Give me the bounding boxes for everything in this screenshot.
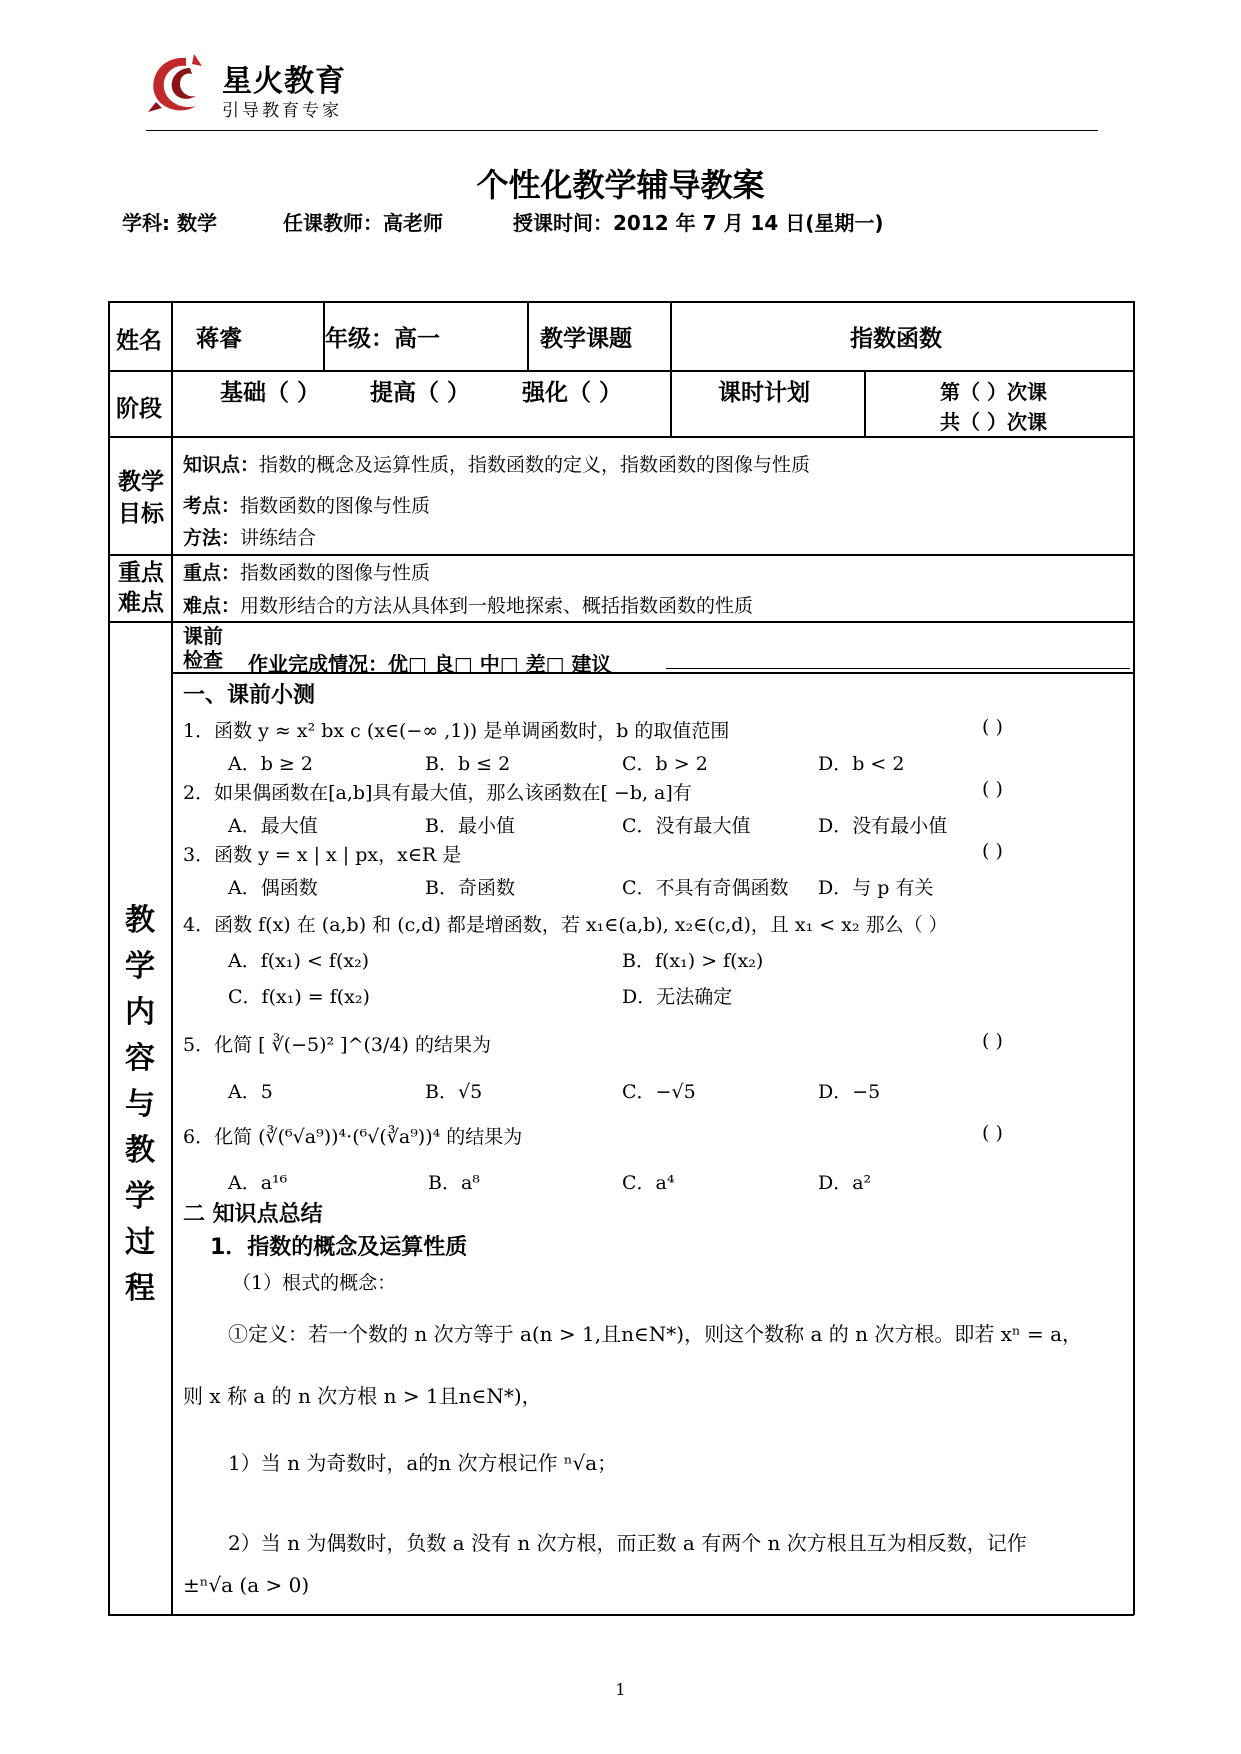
- table-rule: [864, 371, 866, 437]
- q3-option-c: C．不具有奇偶函数: [622, 877, 789, 899]
- table-border: [1133, 301, 1135, 1615]
- page-number: 1: [615, 1680, 626, 1699]
- q2-option-a: A．最大值: [228, 815, 318, 837]
- q5-option-c: C．−√5: [622, 1081, 696, 1103]
- q4-option-b: B．f(x₁) > f(x₂): [622, 950, 764, 972]
- q5-option-d: D．−5: [818, 1081, 881, 1103]
- q4-option-c: C．f(x₁) = f(x₂): [228, 986, 370, 1008]
- q1-option-c: C．b > 2: [622, 753, 708, 775]
- document-title: 个性化教学辅导教案: [476, 166, 765, 204]
- goal-method: [183, 523, 316, 550]
- stage-improve: 提高（ ）: [370, 380, 471, 406]
- keypoint-label: 重点难点: [118, 560, 164, 616]
- goal-knowledge: [183, 450, 810, 477]
- q2-option-d: D．没有最小值: [818, 815, 948, 837]
- subsection-heading: 1．指数的概念及运算性质: [210, 1235, 468, 1260]
- definition-line-2: 则 x 称 a 的 n 次方根 n > 1且n∈N*)，: [183, 1384, 542, 1408]
- q3-answer-paren: ( ): [982, 840, 1003, 862]
- q1-answer-paren: ( ): [982, 716, 1003, 738]
- goal-key: 知识点：: [183, 454, 260, 476]
- process-char: 容: [125, 1041, 155, 1076]
- q6-stem: 6．化简 (∛(⁶√a⁹))⁴·(⁶√(∛a⁹))⁴ 的结果为: [183, 1126, 523, 1148]
- goal-text: 指数的概念及运算性质，指数函数的定义，指数函数的图像与性质: [259, 454, 811, 476]
- goal-key: 方法：: [183, 527, 241, 549]
- process-char: 教: [125, 1133, 155, 1168]
- precheck-label: 课前检查: [183, 624, 223, 672]
- brand-logo: [146, 52, 376, 122]
- student-name: 蒋睿: [196, 326, 242, 352]
- process-char: 学: [125, 1179, 155, 1214]
- process-label: [120, 895, 160, 1309]
- name-label: 姓名: [116, 328, 162, 354]
- logo-slogan: 引导教育专家: [222, 101, 342, 121]
- even-root-rule: 2）当 n 为偶数时，负数 a 没有 n 次方根，而正数 a 有两个 n 次方根且互为相反数，记作: [228, 1531, 1027, 1555]
- q6-option-c: C．a⁴: [622, 1172, 675, 1194]
- goal-text: 讲练结合: [240, 527, 317, 549]
- q2-answer-paren: ( ): [982, 778, 1003, 800]
- key-text: 用数形结合的方法从具体到一般地探索、概括指数函数的性质: [240, 595, 754, 617]
- process-char: 程: [125, 1271, 155, 1306]
- table-rule: [171, 301, 173, 1615]
- meta-teacher: 任课教师：高老师: [283, 211, 443, 235]
- process-char: 教: [125, 903, 155, 938]
- grade-field: 年级：高一: [325, 326, 440, 352]
- q3-option-b: B．奇函数: [425, 877, 515, 899]
- q5-option-b: B．√5: [425, 1081, 483, 1103]
- header-divider: [146, 130, 1098, 131]
- q3-option-a: A．偶函数: [228, 877, 318, 899]
- q1-option-a: A．b ≥ 2: [228, 753, 313, 775]
- keypoint-difficulty: [183, 591, 753, 618]
- table-rule: [108, 621, 1134, 623]
- key-key: 难点：: [183, 595, 241, 617]
- meta-time: 授课时间：2012 年 7 月 14 日(星期一): [513, 211, 884, 235]
- process-char: 与: [125, 1087, 155, 1122]
- q4-option-d: D．无法确定: [622, 986, 733, 1008]
- q6-answer-paren: ( ): [982, 1122, 1003, 1144]
- section-summary-heading: 二 知识点总结: [183, 1202, 323, 1227]
- stage-label: 阶段: [116, 396, 162, 422]
- q3-option-d: D．与 p 有关: [818, 877, 934, 899]
- q2-stem: 2．如果偶函数在[a,b]具有最大值，那么该函数在[ −b, a]有: [183, 782, 692, 804]
- key-key: 重点：: [183, 562, 241, 584]
- goal-key: 考点：: [183, 495, 241, 517]
- lesson-number: 第（ ）次课: [940, 380, 1047, 404]
- q3-stem: 3．函数 y = x | x | px，x∈R 是: [183, 844, 462, 866]
- topic-label: 教学课题: [540, 326, 632, 352]
- definition-line-1: ①定义：若一个数的 n 次方等于 a(n > 1,且n∈N*)，则这个数称 a 的 n 次方根。即若 xⁿ = a，: [228, 1322, 1083, 1346]
- table-rule: [670, 301, 672, 437]
- table-rule: [108, 554, 1134, 556]
- q1-option-b: B．b ≤ 2: [425, 753, 511, 775]
- table-rule: [527, 301, 529, 371]
- process-char: 学: [125, 949, 155, 984]
- stage-strengthen: 强化（ ）: [522, 380, 623, 406]
- table-rule: [108, 436, 1134, 438]
- section-quiz-heading: 一、课前小测: [183, 683, 316, 708]
- keypoint-main: [183, 558, 430, 585]
- subsubsection-heading: （1）根式的概念：: [232, 1272, 397, 1294]
- goal-exam: [183, 491, 430, 518]
- goal-text: 指数函数的图像与性质: [240, 495, 431, 517]
- goal-label: 教学目标: [118, 469, 164, 527]
- q1-option-d: D．b < 2: [818, 753, 905, 775]
- lesson-total: 共（ ）次课: [940, 410, 1047, 434]
- q4-option-a: A．f(x₁) < f(x₂): [228, 950, 370, 972]
- q4-stem: 4．函数 f(x) 在 (a,b) 和 (c,d) 都是增函数，若 x₁∈(a,b), x₂∈(c,d)，且 x₁ < x₂ 那么（ ）: [183, 914, 948, 936]
- process-char: 内: [125, 995, 155, 1030]
- plan-label: 课时计划: [718, 380, 810, 406]
- q6-option-d: D．a²: [818, 1172, 872, 1194]
- topic-value: 指数函数: [850, 326, 942, 352]
- q2-option-c: C．没有最大值: [622, 815, 751, 837]
- q5-option-a: A．5: [228, 1081, 273, 1103]
- logo-name: 星火教育: [222, 64, 346, 99]
- flame-swirl-icon: [146, 52, 212, 116]
- homework-status: 作业完成情况：优□ 良□ 中□ 差□ 建议: [248, 652, 612, 676]
- q6-option-a: A．a¹⁶: [228, 1172, 288, 1194]
- q2-option-b: B．最小值: [425, 815, 515, 837]
- suggestion-underline: [666, 668, 1130, 669]
- even-root-notation: ±ⁿ√a (a > 0): [183, 1573, 310, 1597]
- key-text: 指数函数的图像与性质: [240, 562, 431, 584]
- q6-option-b: B．a⁸: [428, 1172, 480, 1194]
- process-char: 过: [125, 1225, 155, 1260]
- q5-stem: 5．化简 [ ∛(−5)² ]^(3/4) 的结果为: [183, 1034, 491, 1056]
- table-border: [108, 301, 1134, 303]
- stage-basic: 基础（ ）: [220, 380, 321, 406]
- meta-subject: 学科: 数学: [122, 211, 217, 235]
- q5-answer-paren: ( ): [982, 1030, 1003, 1052]
- q1-stem: 1．函数 y ≈ x² bx c (x∈(−∞ ,1)) 是单调函数时，b 的取值范围: [183, 720, 730, 742]
- odd-root-rule: 1）当 n 为奇数时，a的n 次方根记作 ⁿ√a；: [228, 1451, 618, 1475]
- table-rule: [108, 370, 1134, 372]
- table-border: [108, 1614, 1134, 1616]
- table-border: [108, 301, 110, 1615]
